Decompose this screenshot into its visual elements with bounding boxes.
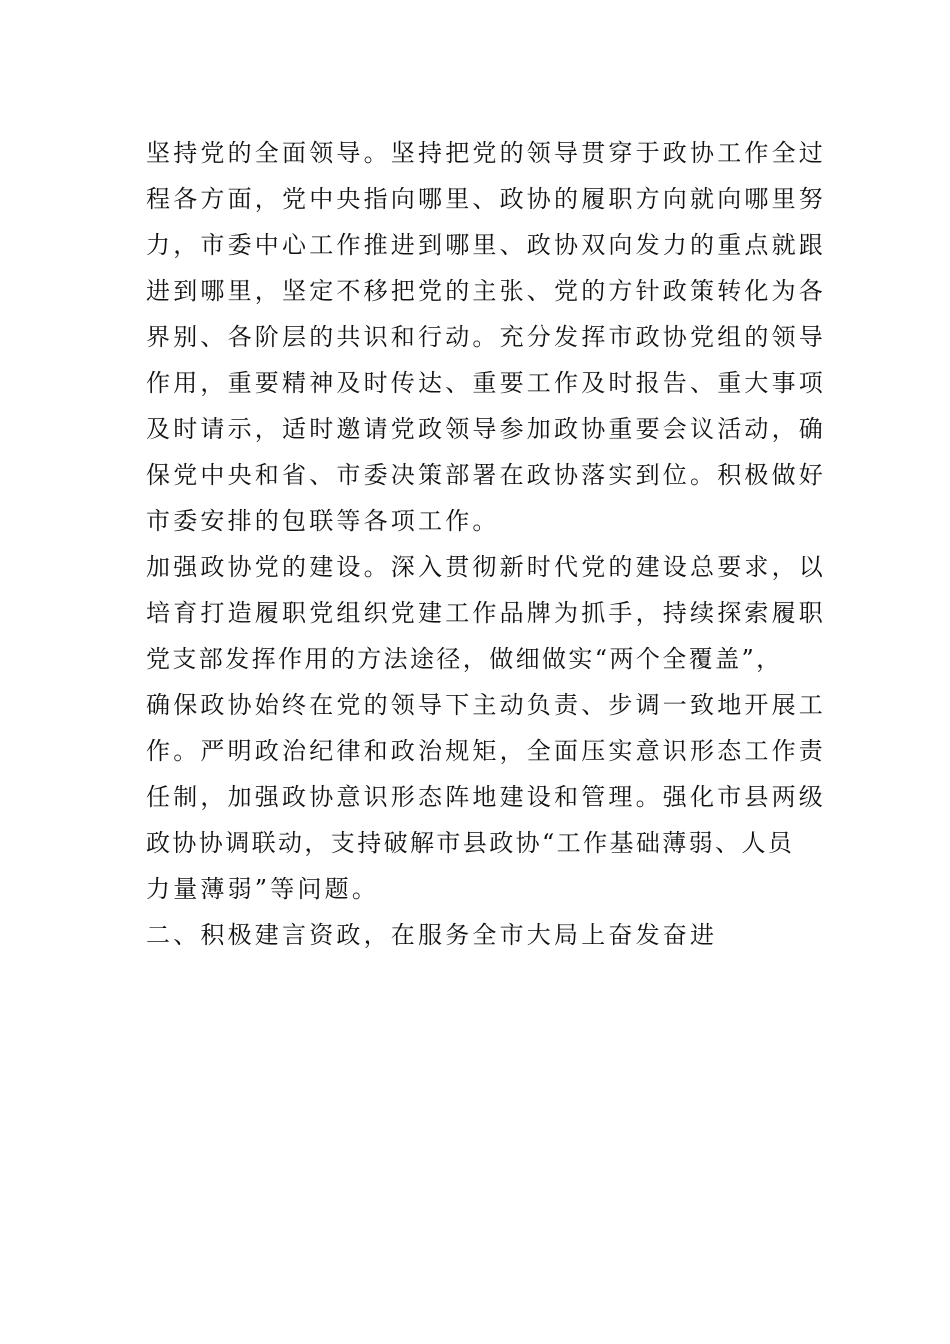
- paragraph-1-line-1: 坚持党的全面领导。坚持把党的领导贯穿于政协工作全过: [146, 139, 826, 167]
- paragraph-1-line-7: 及时请示，适时邀请党政领导参加政协重要会议活动，确: [146, 415, 826, 443]
- paragraph-1-line-3: 力，市委中心工作推进到哪里、政协双向发力的重点就跟: [146, 231, 826, 259]
- paragraph-1-line-8: 保党中央和省、市委决策部署在政协落实到位。积极做好: [146, 461, 826, 489]
- paragraph-1-line-2: 程各方面，党中央指向哪里、政协的履职方向就向哪里努: [146, 185, 826, 213]
- paragraph-2-line-7: 政协协调联动，支持破解市县政协“工作基础薄弱、人员: [146, 829, 795, 857]
- document-body: [146, 130, 826, 958]
- paragraph-2-line-6: 任制，加强政协意识形态阵地建设和管理。强化市县两级: [146, 783, 826, 811]
- paragraph-2-line-2: 培育打造履职党组织党建工作品牌为抓手，持续探索履职: [146, 599, 826, 627]
- paragraph-2-line-5: 作。严明政治纪律和政治规矩，全面压实意识形态工作责: [146, 737, 826, 765]
- section-heading: 二、积极建言资政，在服务全市大局上奋发奋进: [146, 921, 718, 949]
- paragraph-1-line-6: 作用，重要精神及时传达、重要工作及时报告、重大事项: [146, 369, 826, 397]
- paragraph-1-line-5: 界别、各阶层的共识和行动。充分发挥市政协党组的领导: [146, 323, 826, 351]
- paragraph-2-line-1: 加强政协党的建设。深入贯彻新时代党的建设总要求，以: [146, 553, 826, 581]
- paragraph-1-line-9: 市委安排的包联等各项工作。: [146, 507, 500, 535]
- paragraph-1-line-4: 进到哪里，坚定不移把党的主张、党的方针政策转化为各: [146, 277, 826, 305]
- paragraph-2-line-4: 确保政协始终在党的领导下主动负责、步调一致地开展工: [146, 691, 826, 719]
- paragraph-2-line-8: 力量薄弱”等问题。: [146, 875, 380, 903]
- paragraph-2-line-3: 党支部发挥作用的方法途径，做细做实“两个全覆盖”，: [146, 645, 783, 673]
